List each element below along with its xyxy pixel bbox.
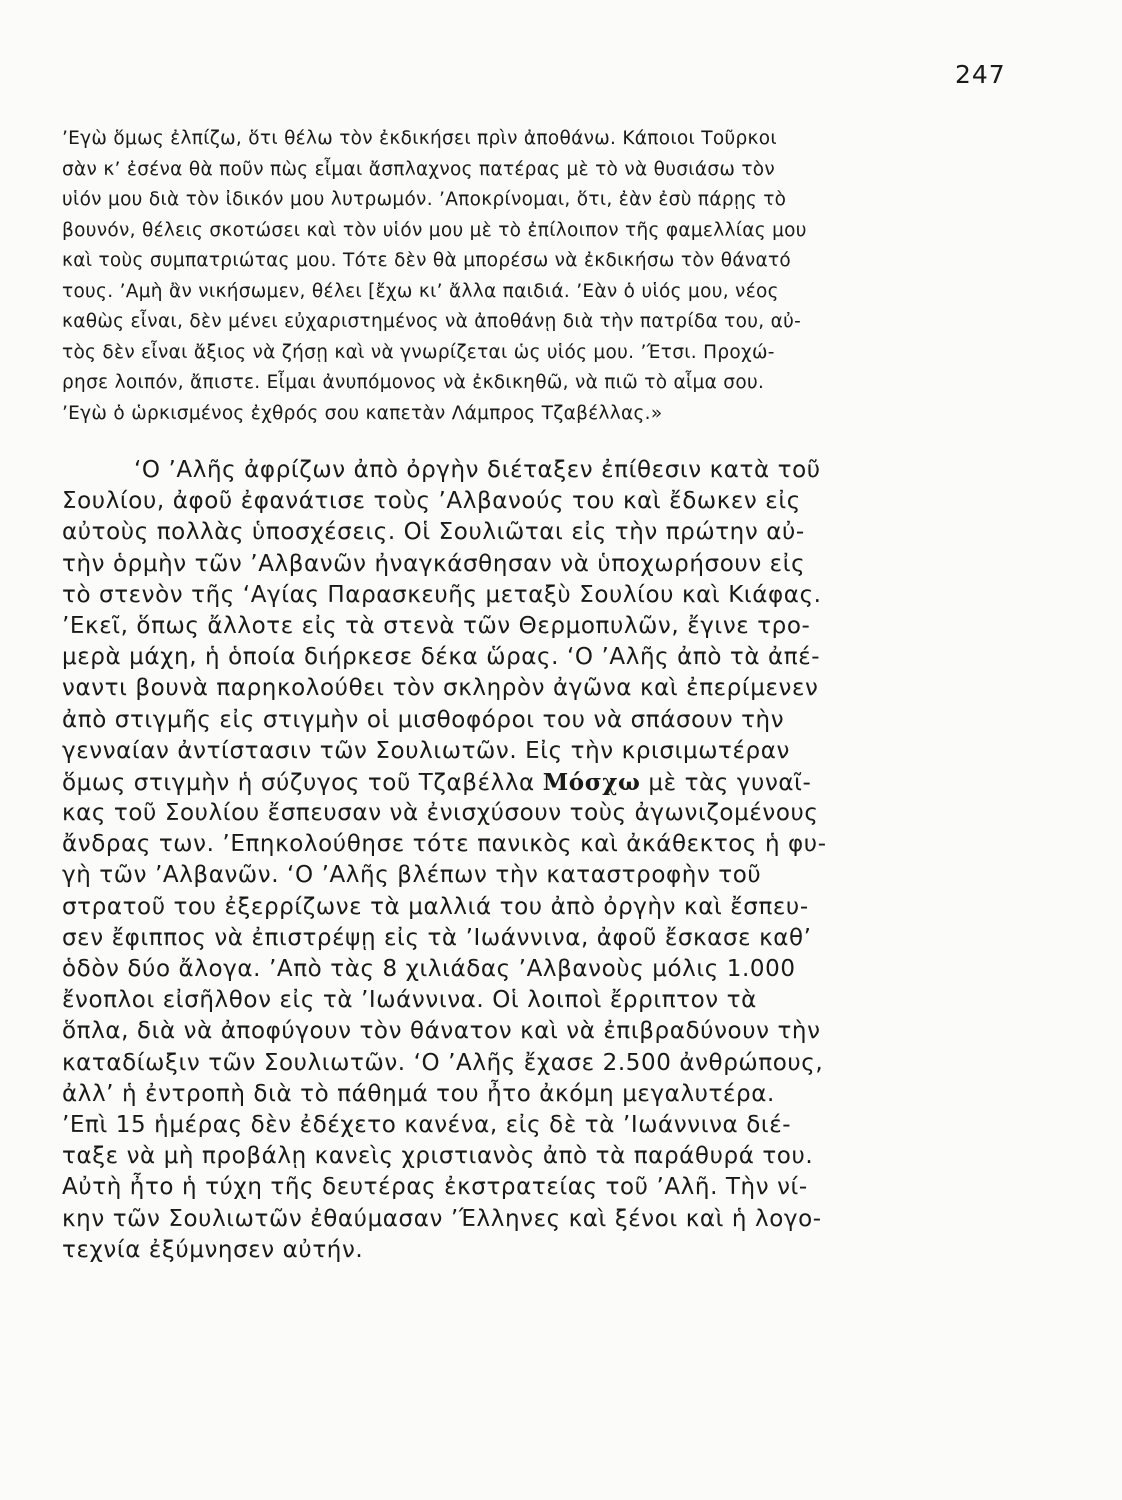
narrative-line: γενναίαν ἀντίστασιν τῶν Σουλιωτῶν. Εἰς τὴν κρισιμωτέραν (62, 737, 790, 764)
narrative-line: στρατοῦ του ἐξερρίζωνε τὰ μαλλιά του ἀπὸ ὀργὴν καὶ ἔσπευ- (62, 893, 809, 920)
narrative-line (62, 767, 1052, 798)
letter-line: ’Εγὼ ὁ ὡρκισμένος ἐχθρός σου καπετὰν Λάμπρος Τζαβέλλας.» (62, 402, 663, 424)
narrative-text: ὅμως στιγμὴν ἡ σύζυγος τοῦ Τζαβέλλα (62, 769, 543, 796)
page-number: 247 (955, 60, 1006, 89)
letter-line: τους. ’Αμὴ ἂν νικήσωμεν, θέλει [ἔχω κι’ ἄλλα παιδιά. ’Εὰν ὁ υἱός μου, νέος (62, 280, 779, 302)
narrative-line: αὐτοὺς πολλὰς ὑποσχέσεις. Οἱ Σουλιῶται εἰς τὴν πρώτην αὐ- (62, 519, 805, 546)
letter-quote-block (62, 124, 1022, 429)
narrative-line: ἄνδρας των. ’Επηκολούθησε τότε πανικὸς καὶ ἀκάθεκτος ἡ φυ- (62, 831, 827, 858)
narrative-line: κας τοῦ Σουλίου ἔσπευσαν νὰ ἐνισχύσουν τοὺς ἀγωνιζομένους (62, 800, 819, 827)
narrative-text: μὲ τὰς γυναῖ- (640, 769, 812, 796)
narrative-line: σεν ἔφιππος νὰ ἐπιστρέψῃ εἰς τὰ ’Ιωάννινα, ἀφοῦ ἔσκασε καθ’ (62, 924, 812, 951)
letter-line: καὶ τοὺς συμπατριώτας μου. Τότε δὲν θὰ μπορέσω νὰ ἐκδικήσω τὸν θάνατό (62, 250, 792, 271)
narrative-paragraph (62, 455, 1052, 1266)
letter-line: ρησε λοιπόν, ἄπιστε. Εἶμαι ἀνυπόμονος νὰ ἐκδικηθῶ, νὰ πιῶ τὸ αἷμα σου. (62, 372, 765, 393)
narrative-line: ἀλλ’ ἡ ἐντροπὴ διὰ τὸ πάθημά του ἦτο ἀκόμη μεγαλυτέρα. (62, 1080, 775, 1107)
narrative-line: ὁδὸν δύο ἄλογα. ’Απὸ τὰς 8 χιλιάδας ’Αλβανοὺς μόλις 1.000 (62, 956, 796, 982)
letter-line: υἱόν μου διὰ τὸν ἰδικόν μου λυτρωμόν. ’Αποκρίνομαι, ὅτι, ἐὰν ἐσὺ πάρῃς τὸ (62, 189, 787, 210)
narrative-line: καταδίωξιν τῶν Σουλιωτῶν. ‘Ο ’Αλῆς ἔχασε 2.500 ἀνθρώπους, (62, 1049, 824, 1076)
letter-line: καθὼς εἶναι, δὲν μένει εὐχαριστημένος νὰ ἀποθάνῃ διὰ τὴν πατρίδα του, αὐ- (62, 311, 802, 332)
narrative-line: τὴν ὁρμὴν τῶν ’Αλβανῶν ἠναγκάσθησαν νὰ ὑποχωρήσουν εἰς (62, 550, 806, 577)
narrative-line: τὸ στενὸν τῆς ‘Αγίας Παρασκευῆς μεταξὺ Σουλίου καὶ Κιάφας. (62, 581, 822, 608)
emphasized-name: Μόσχω (542, 768, 641, 796)
letter-line: τὸς δὲν εἶναι ἄξιος νὰ ζήσῃ καὶ νὰ γνωρίζεται ὡς υἱός μου. ’Έτσι. Προχώ- (62, 341, 775, 363)
narrative-line: τεχνία ἐξύμνησεν αὐτήν. (62, 1236, 364, 1263)
narrative-line: ’Επὶ 15 ἡμέρας δὲν ἐδέχετο κανένα, εἰς δὲ τὰ ’Ιωάννινα διέ- (62, 1111, 792, 1138)
narrative-line: ἀπὸ στιγμῆς εἰς στιγμὴν οἱ μισθοφόροι του νὰ σπάσουν τὴν (62, 706, 785, 733)
narrative-line: Αὐτὴ ἦτο ἡ τύχη τῆς δευτέρας ἐκστρατείας τοῦ ’Αλῆ. Τὴν νί- (62, 1174, 808, 1201)
narrative-line: ‘Ο ’Αλῆς ἀφρίζων ἀπὸ ὀργὴν διέταξεν ἐπίθεσιν κατὰ τοῦ (134, 457, 821, 483)
letter-line: ’Εγὼ ὅμως ἐλπίζω, ὅτι θέλω τὸν ἐκδικήσει πρὶν ἀποθάνω. Κάποιοι Τοῦρκοι (62, 128, 777, 149)
narrative-line: ἔνοπλοι εἰσῆλθον εἰς τὰ ’Ιωάννινα. Οἱ λοιποὶ ἔρριπτον τὰ (62, 987, 757, 1014)
letter-line: βουνόν, θέλεις σκοτώσει καὶ τὸν υἱόν μου μὲ τὸ ἐπίλοιπον τῆς φαμελλίας μου (62, 219, 807, 241)
narrative-line: γὴ τῶν ’Αλβανῶν. ‘Ο ’Αλῆς βλέπων τὴν καταστροφὴν τοῦ (62, 862, 762, 889)
narrative-line: ’Εκεῖ, ὅπως ἄλλοτε εἰς τὰ στενὰ τῶν Θερμοπυλῶν, ἔγινε τρο- (62, 612, 811, 639)
narrative-line: ὅπλα, διὰ νὰ ἀποφύγουν τὸν θάνατον καὶ νὰ ἐπιβραδύνουν τὴν (62, 1018, 821, 1045)
narrative-line: ταξε νὰ μὴ προβάλῃ κανεὶς χριστιανὸς ἀπὸ τὰ παράθυρά του. (62, 1143, 814, 1170)
narrative-line: μερὰ μάχη, ἡ ὁποία διήρκεσε δέκα ὥρας. ‘Ο ’Αλῆς ἀπὸ τὰ ἀπέ- (62, 644, 821, 671)
narrative-line: ναντι βουνὰ παρηκολούθει τὸν σκληρὸν ἀγῶνα καὶ ἐπερίμενεν (62, 675, 819, 702)
letter-line: σὰν κ’ ἐσένα θὰ ποῦν πὼς εἶμαι ἄσπλαχνος πατέρας μὲ τὸ νὰ θυσιάσω τὸν (62, 158, 776, 180)
narrative-line: Σουλίου, ἀφοῦ ἐφανάτισε τοὺς ’Αλβανούς του καὶ ἔδωκεν εἰς (62, 488, 801, 515)
narrative-line: κην τῶν Σουλιωτῶν ἐθαύμασαν ’Έλληνες καὶ ξένοι καὶ ἡ λογο- (62, 1205, 822, 1232)
